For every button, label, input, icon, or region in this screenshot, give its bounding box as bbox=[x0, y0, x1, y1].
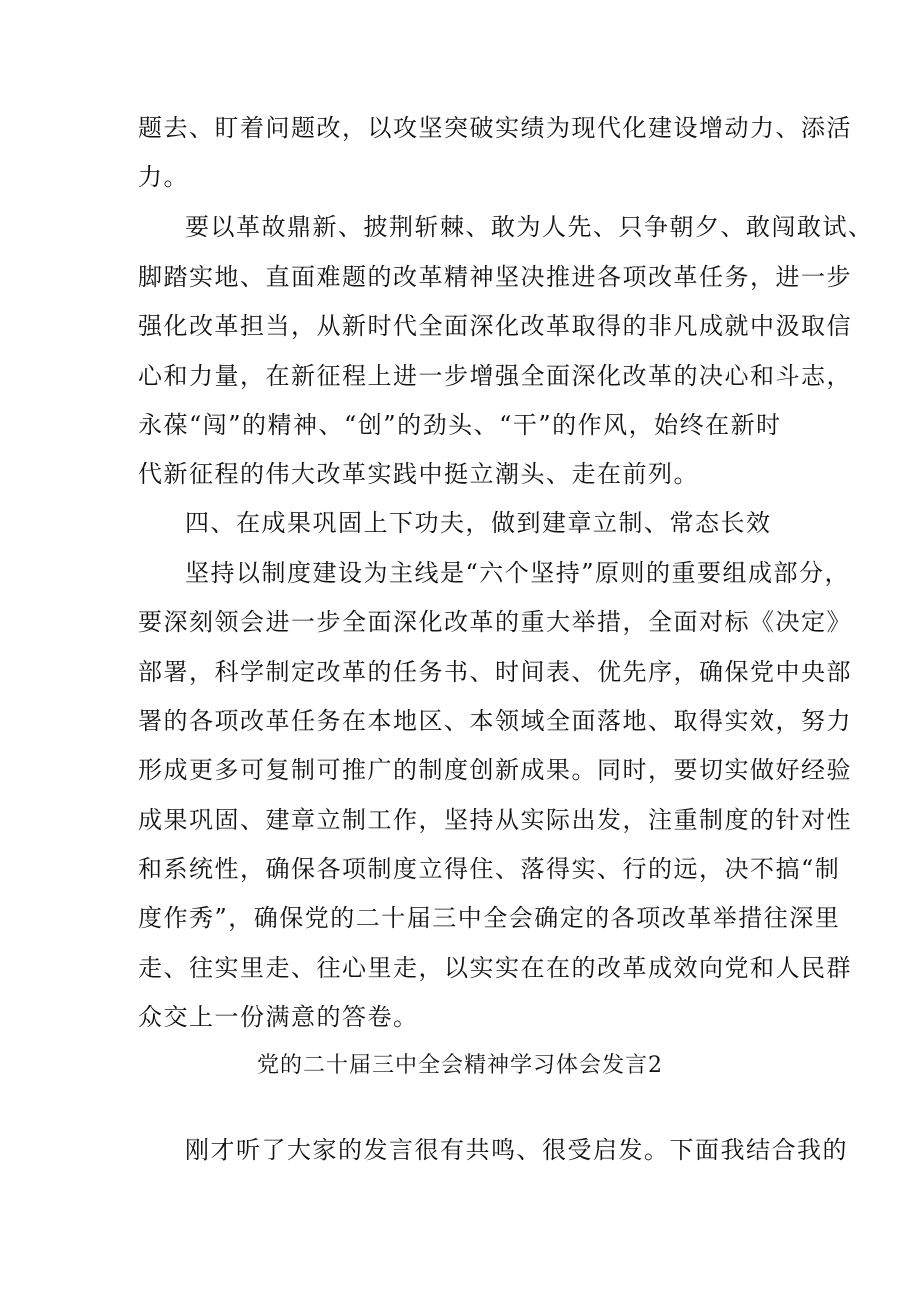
paragraph-line: 走、往实里走、往心里走，以实实在在的改革成效向党和人民群 bbox=[138, 954, 852, 982]
paragraph-line: 心和力量，在新征程上进一步增强全面深化改革的决心和斗志， bbox=[138, 362, 852, 390]
paragraph-line: 要深刻领会进一步全面深化改革的重大举措，全面对标《决定》 bbox=[138, 608, 852, 636]
paragraph-line: 度作秀”，确保党的二十届三中全会确定的各项改革举措往深里 bbox=[138, 904, 841, 932]
paragraph-line: 力。 bbox=[138, 163, 189, 191]
paragraph-line: 成果巩固、建章立制工作，坚持从实际出发，注重制度的针对性 bbox=[138, 806, 852, 834]
document-title: 党的二十届三中全会精神学习体会发言2 bbox=[257, 1053, 663, 1078]
paragraph-line: 题去、盯着问题改，以攻坚突破实绩为现代化建设增动力、添活 bbox=[138, 114, 852, 142]
paragraph-line: 众交上一份满意的答卷。 bbox=[138, 1003, 419, 1031]
paragraph-line: 刚才听了大家的发言很有共鸣、很受启发。下面我结合我的 bbox=[185, 1136, 848, 1164]
section-heading: 四、在成果巩固上下功夫，做到建章立制、常态长效 bbox=[185, 509, 772, 537]
paragraph-line: 要以革故鼎新、披荆斩棘、敢为人先、只争朝夕、敢闯敢试、 bbox=[185, 213, 874, 241]
paragraph-line: 形成更多可复制可推广的制度创新成果。同时，要切实做好经验 bbox=[138, 756, 852, 784]
paragraph-line: 部署，科学制定改革的任务书、时间表、优先序，确保党中央部 bbox=[138, 658, 852, 686]
paragraph-line: 脚踏实地、直面难题的改革精神坚决推进各项改革任务，进一步 bbox=[138, 263, 852, 291]
paragraph-line: 署的各项改革任务在本地区、本领域全面落地、取得实效，努力 bbox=[138, 707, 852, 735]
paragraph-line: 永葆“闯”的精神、“创”的劲头、“干”的作风，始终在新时 bbox=[138, 411, 782, 439]
paragraph-line: 坚持以制度建设为主线是“六个坚持”原则的重要组成部分， bbox=[185, 559, 851, 587]
paragraph-line: 强化改革担当，从新时代全面深化改革取得的非凡成就中汲取信 bbox=[138, 312, 852, 340]
paragraph-line: 和系统性，确保各项制度立得住、落得实、行的远，决不搞“制 bbox=[138, 855, 841, 883]
paragraph-line: 代新征程的伟大改革实践中挺立潮头、走在前列。 bbox=[138, 460, 699, 488]
